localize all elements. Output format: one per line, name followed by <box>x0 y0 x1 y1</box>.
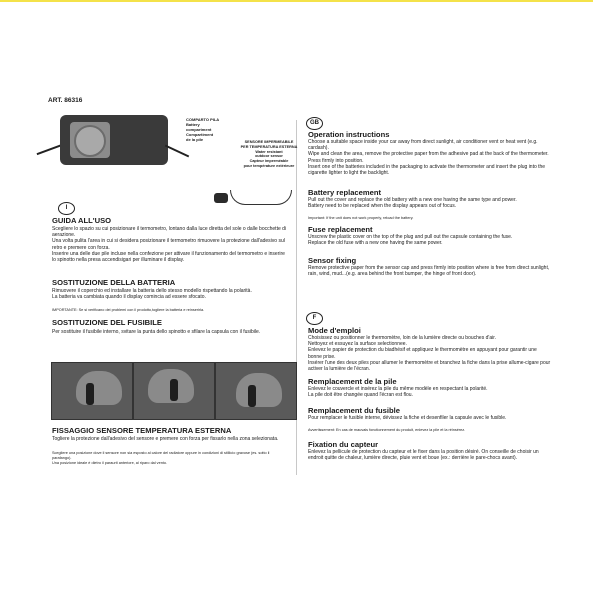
f-title: Mode d'emploi <box>308 326 361 335</box>
f-fuse-note: Avvertissement: En cas de mauvais fonctionnement du produit, enlevez la pile et la réinsérez. <box>308 428 466 432</box>
gb-fuse-title: Fuse replacement <box>308 225 373 234</box>
column-divider <box>296 120 297 475</box>
lang-badge-f: F <box>306 312 323 325</box>
it-sensor-text: Togliere la protezione dall'adesivo del sensore e premere con forza per fissarlo nella zona selezionata. <box>52 436 279 442</box>
f-battery-title: Remplacement de la pile <box>308 377 397 386</box>
it-battery-text: Rimuovere il coperchio ed installare la batteria dello stesso modello rispettando la polarità. La batteria va cambiata quando il display comincia ad essere sfocato. <box>52 288 252 301</box>
f-battery-text: Enlevez le couvercle et insérez la pile du même modèle en respectant la polarité. La pile doit être changée quand l'écran est flou. <box>308 386 488 399</box>
gb-title: Operation instructions <box>308 130 390 139</box>
it-sensor-note: Scegliere una posizione dove il sensore non sia esposto al calore del radiatore oppure in condizioni di stillicìo gravose (es. sotto il parafango). Una posizione ideale è dietro il paraurti anteriore, al riparo dal vento. <box>52 451 270 465</box>
gb-battery-note: Important: If the unit does not work properly, reload the battery. <box>308 216 414 220</box>
article-number: ART. 86316 <box>48 97 83 104</box>
gb-battery-text: Pull out the cover and replace the old battery with a new one having the same type and power. Battery need to be replaced when the display appears out of focus. <box>308 197 517 210</box>
f-sensor-text: Enlevez la pellicule de protection du capteur et le fixer dans la position désiré. On conseille de choisir un endroit quitte de chaleur, lumière directe, pluie vent et boue (ex.: derrière le pare-chocs avant). <box>308 449 539 462</box>
gb-sensor-text: Remove protective paper from the sensor cap and press firmly into position where is free from direct sunlight, rain, wind, mud...(e.g. area behind the front bumper, the hinge of front door). <box>308 265 550 278</box>
it-battery-title: SOSTITUZIONE DELLA BATTERIA <box>52 278 176 287</box>
it-title: GUIDA ALL'USO <box>52 216 112 225</box>
f-intro: Choisissez ou positionner le thermomètre, loin de la lumière directe ou bouches d'air. Nettoyez et essuyez la surface selectionnee. Enlevez le papier de protection du biadhésif et appliquez le thermomètre en appuyant pour garantir une bonne prise. Insérer l'une des deux piles pour allumer le thermomètre et branchez la fiche dans la prise allume-cigare pour activer la lumière de l'écran. <box>308 335 551 373</box>
fuse-photo-3 <box>215 362 297 420</box>
sensor-cable-start <box>165 145 189 158</box>
it-fuse-title: SOSTITUZIONE DEL FUSIBILE <box>52 318 162 327</box>
compartment-label: COMPARTO PILA Battery compartment Compartiment de la pile <box>186 117 220 142</box>
it-fuse-text: Per sostituire il fusibile interno, svitare la punta dello spinotto e sfilare la capsula con il fusibile. <box>52 329 261 335</box>
f-fuse-title: Remplacement du fusible <box>308 406 400 415</box>
lang-badge-gb: GB <box>306 117 323 130</box>
gb-intro: Choose a suitable space inside your car away from direct sunlight, air conditioner vent or heat vent (e.g. cardash). Wipe and clean the area, remove the protective paper from the adhesive pad at the back of the thermometer. Press firmly into position. Insert one of the batteries included in the packaging to activate the thermometer and insert the plug into the cigarette lighter to light the backlight. <box>308 139 549 177</box>
fuse-photo-1 <box>51 362 133 420</box>
fuse-photo-2 <box>133 362 215 420</box>
outdoor-sensor <box>214 193 228 203</box>
f-fuse-text: Pour remplacer le fusible interne, dévissez la fiche et desenfiler la capsule avec le fusible. <box>308 415 507 421</box>
it-intro: Scegliere lo spazio su cui posizionare il termometro, lontano dalla luce diretta del sole o dalle bocchette di aerazione. Una volta pulita l'area in cui si desidera posizionare il termometro rimuovere la protezione dall'adesivo sul retro e premere con forza. Inserire una delle due pile incluse nella confezione per attivare il funzionamento del termometro e inserire lo spinotto nella presa accendisigari per illuminare il display. <box>52 226 287 264</box>
sensor-cable <box>230 190 292 205</box>
sensor-label: SENSORE IMPERMEABILE PER TEMPERATURA ESTERNA Water resistant outdoor sensor Capteur imperméable pour température extérieure <box>240 140 298 168</box>
gb-battery-title: Battery replacement <box>308 188 382 197</box>
lang-badge-it: I <box>58 202 75 215</box>
gb-fuse-text: Unscrew the plastic cover on the top of the plug and pull out the capsule containing the fuse. Replace the old fuse with a new one having the same power. <box>308 234 513 247</box>
gb-sensor-title: Sensor fixing <box>308 256 357 265</box>
it-sensor-title: FISSAGGIO SENSORE TEMPERATURA ESTERNA <box>52 426 232 435</box>
it-battery-note: IMPORTANTE: Se si verificano dei problemi con il prodotto,togliere la batteria e reinserirla. <box>52 308 205 312</box>
f-sensor-title: Fixation du capteur <box>308 440 379 449</box>
compartment-dial <box>74 125 106 157</box>
top-edge <box>0 0 593 2</box>
